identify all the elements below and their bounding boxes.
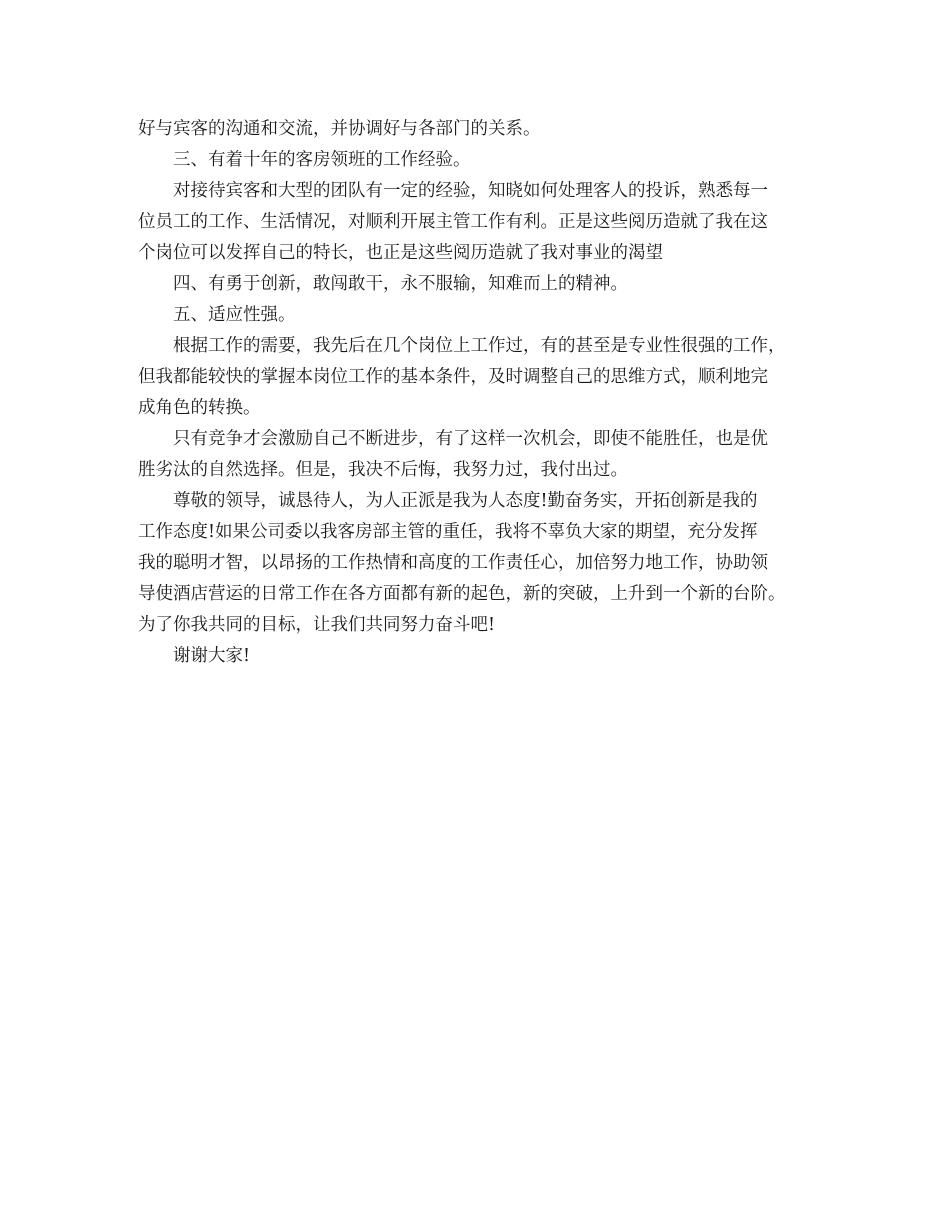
text-line: 根据工作的需要，我先后在几个岗位上工作过，有的甚至是专业性很强的工作，: [173, 336, 786, 356]
text-line: 尊敬的领导，诚恳待人，为人正派是我为人态度!勤奋务实，开拓创新是我的: [173, 491, 758, 511]
text-line: 工作态度!如果公司委以我客房部主管的重任，我将不辜负大家的期望，充分发挥: [138, 522, 758, 542]
document-body: [138, 114, 838, 672]
text-line: 好与宾客的沟通和交流，并协调好与各部门的关系。: [138, 119, 541, 139]
text-line: 胜劣汰的自然选择。但是，我决不后悔，我努力过，我付出过。: [138, 460, 628, 480]
text-line: 只有竞争才会激励自己不断进步，有了这样一次机会，即使不能胜任，也是优: [173, 429, 768, 449]
text-line: 我的聪明才智，以昂扬的工作热情和高度的工作责任心，加倍努力地工作，协助领: [138, 553, 768, 573]
text-line: 导使酒店营运的日常工作在各方面都有新的起色，新的突破，上升到一个新的台阶。: [138, 584, 786, 604]
text-line: 位员工的工作、生活情况，对顺利开展主管工作有利。正是这些阅历造就了我在这: [138, 212, 768, 232]
text-line: 成角色的转换。: [138, 398, 261, 418]
text-line: 对接待宾客和大型的团队有一定的经验，知晓如何处理客人的投诉，熟悉每一: [173, 181, 768, 201]
text-line: 三、有着十年的客房领班的工作经验。: [173, 150, 471, 170]
text-line: 但我都能较快的掌握本岗位工作的基本条件，及时调整自己的思维方式，顺利地完: [138, 367, 768, 387]
text-line: 四、有勇于创新，敢闯敢干，永不服输，知难而上的精神。: [173, 274, 628, 294]
text-line: 五、适应性强。: [173, 305, 296, 325]
text-line: 为了你我共同的目标，让我们共同努力奋斗吧!: [138, 615, 496, 635]
text-line: 谢谢大家!: [173, 646, 251, 666]
text-line: 个岗位可以发挥自己的特长，也正是这些阅历造就了我对事业的渴望: [138, 243, 663, 263]
